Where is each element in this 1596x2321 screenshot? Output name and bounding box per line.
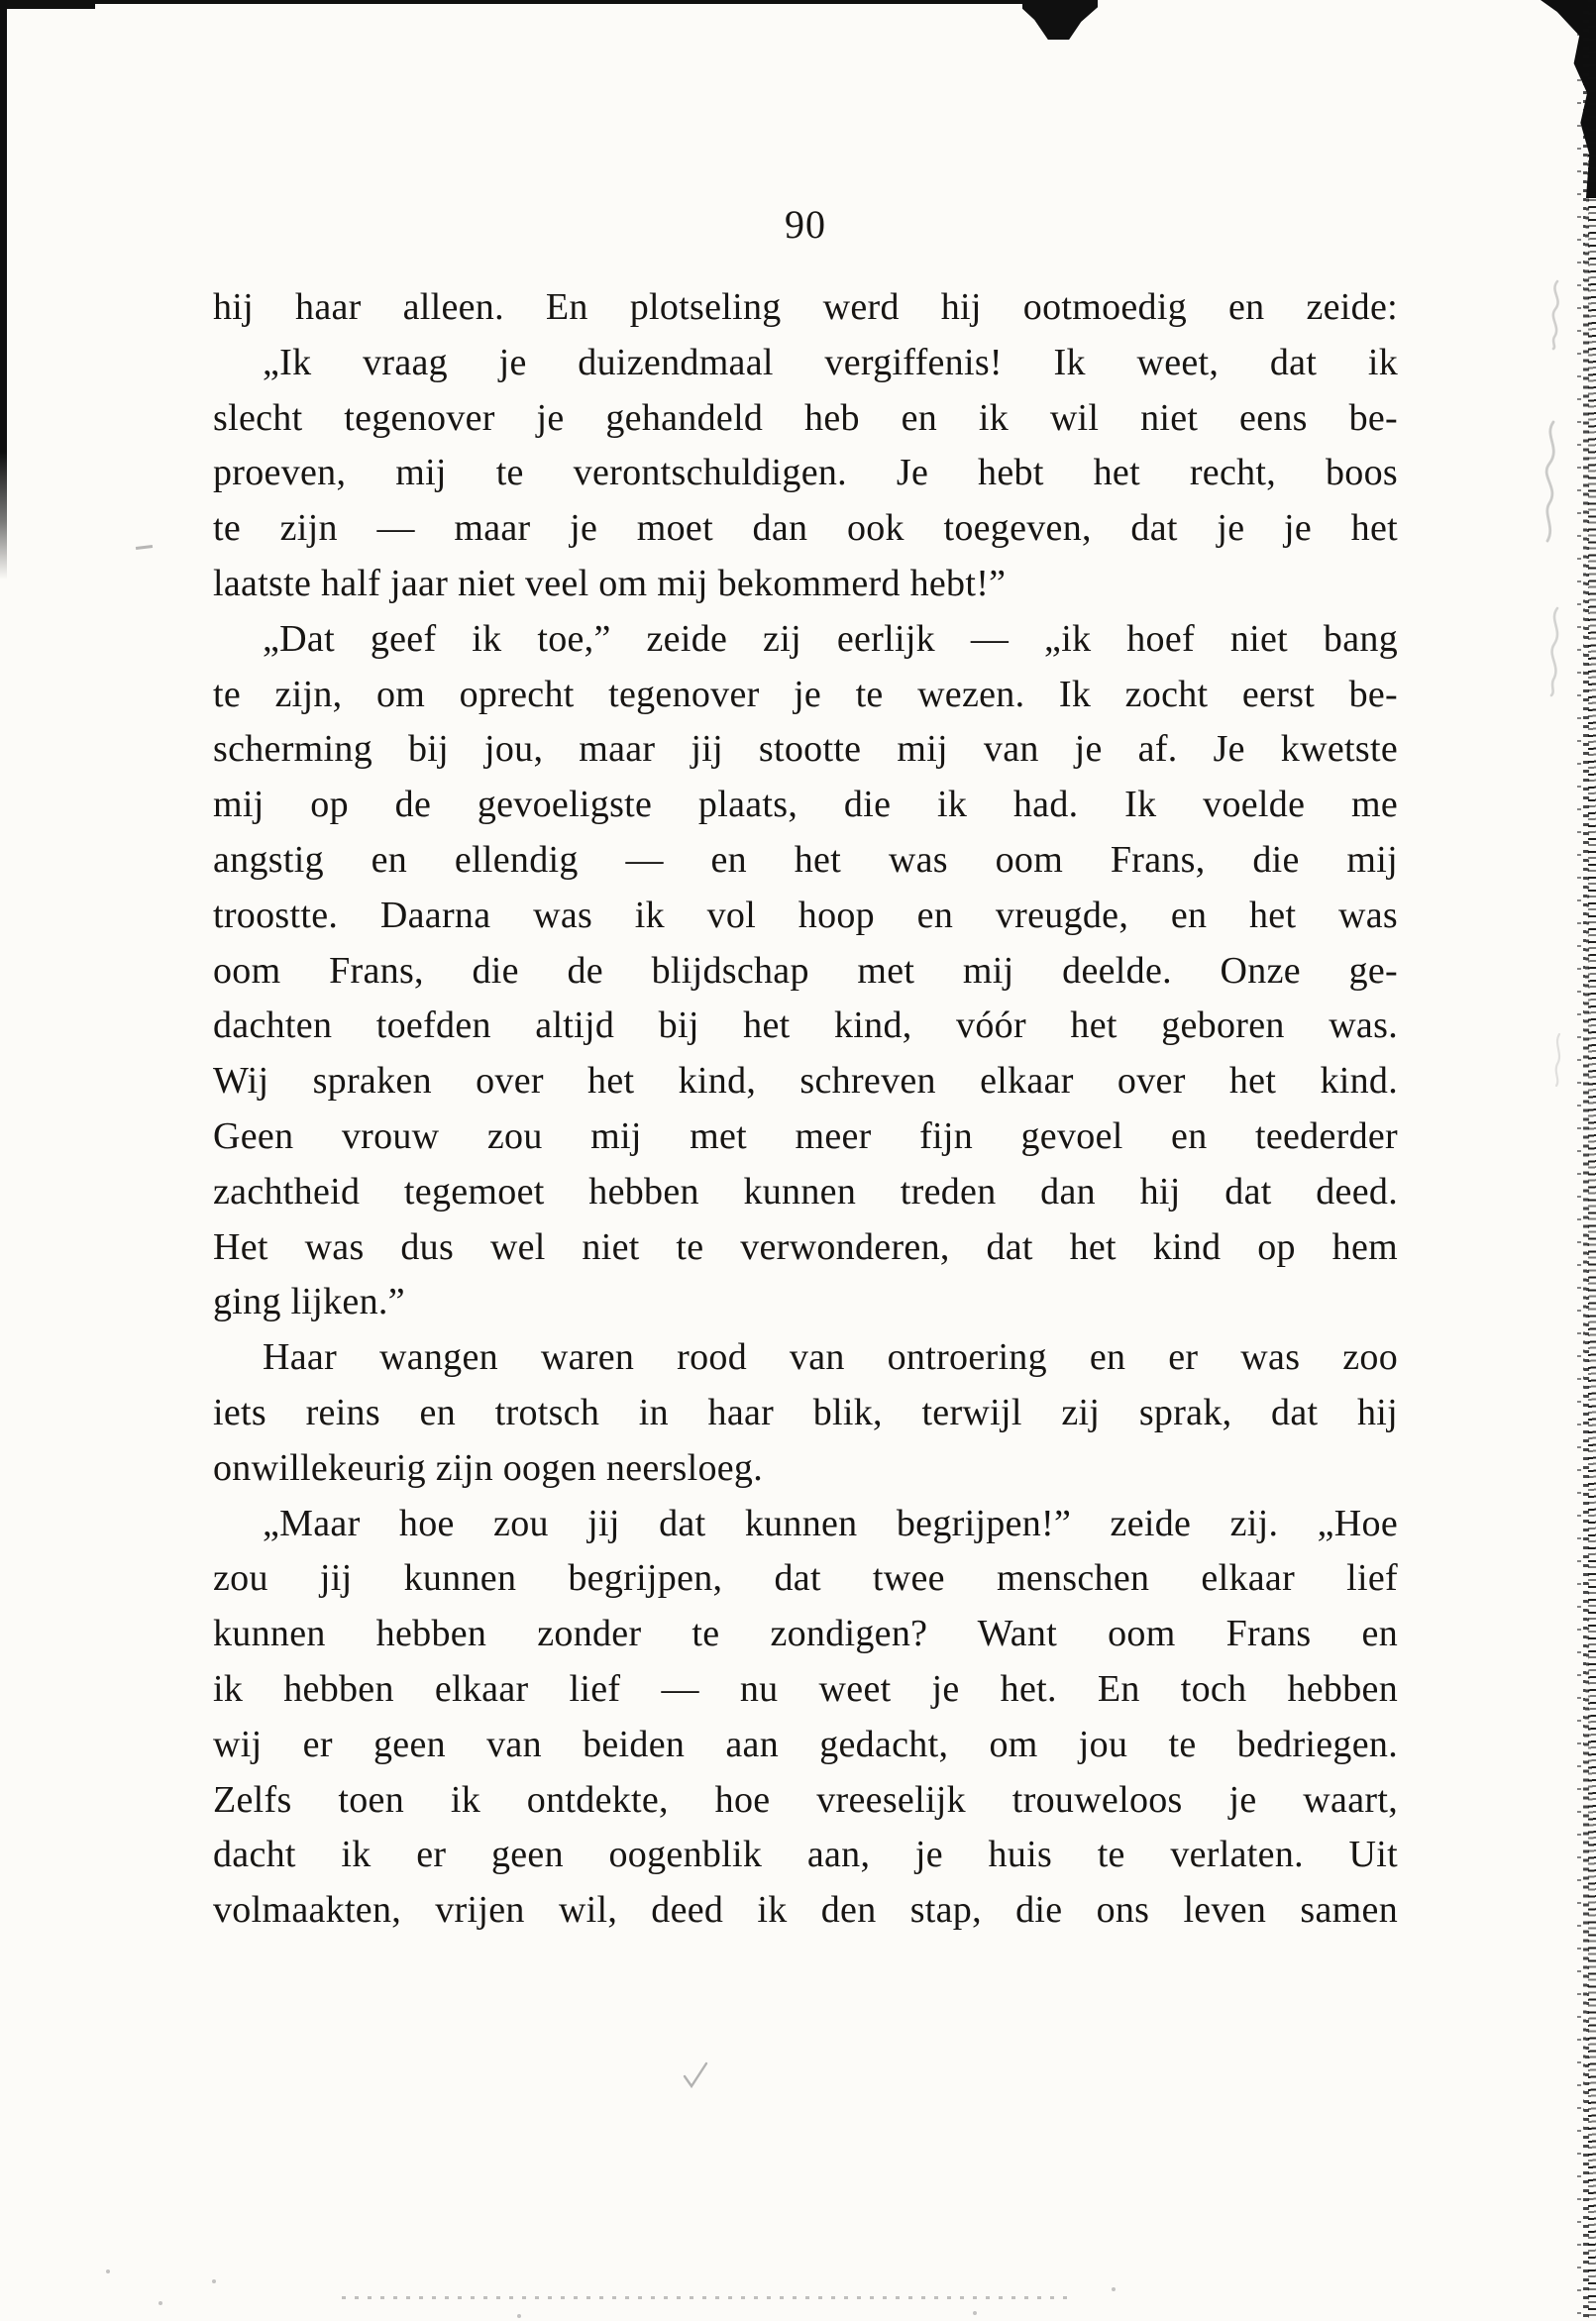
scan-speck [106,2269,110,2273]
text-line: iets reins en trotsch in haar blik, terwijl zij sprak, dat hij [213,1391,1398,1433]
scan-speck [973,2311,977,2315]
scan-speck [159,2301,162,2305]
text-line: proeven, mij te verontschuldigen. Je hebt het recht, boos [213,452,1398,494]
page-number: 90 [785,202,826,247]
text-line: Het was dus wel niet te verwonderen, dat het kind op hem [213,1225,1398,1268]
scan-artifact-left-edge [0,0,7,580]
text-line: kunnen hebben zonder te zondigen? Want oom Frans en [213,1613,1398,1655]
text-line: zou jij kunnen begrijpen, dat twee menschen elkaar lief [213,1557,1398,1600]
text-line: „Maar hoe zou jij dat kunnen begrijpen!” zeide zij. „Hoe [263,1502,1398,1544]
text-line: laatste half jaar niet veel om mij bekommerd hebt!” [213,562,1007,604]
text-line: hij haar alleen. En plotseling werd hij ootmoedig en zeide: [213,286,1398,328]
scan-artifact-right-edge-noise [1574,0,1596,2321]
text-line: te zijn — maar je moet dan ook toegeven, dat je je het [213,507,1398,550]
margin-dash-mark [136,545,153,550]
text-line: onwillekeurig zijn oogen neersloeg. [213,1446,764,1489]
text-line: troostte. Daarna was ik vol hoop en vreugde, en het was [213,894,1398,936]
text-line: slecht tegenover je gehandeld heb en ik wil niet eens be- [213,396,1398,439]
pencil-tick-mark [682,2060,709,2090]
text-line: volmaakten, vrijen wil, deed ik den stap, die ons leven samen [213,1889,1398,1932]
text-line: oom Frans, die de blijdschap met mij deelde. Onze ge- [213,949,1398,992]
scan-artifact-top-blotch [1022,0,1098,40]
scan-artifact-top-left-edge [0,0,95,9]
text-line: „Dat geef ik toe,” zeide zij eerlijk — „ik hoef niet bang [263,617,1398,660]
scan-speckle-line [342,2296,1075,2299]
text-line: ik hebben elkaar lief — nu weet je het. En toch hebben [213,1667,1398,1710]
page-text-block [213,280,1398,1939]
text-line: zachtheid tegemoet hebben kunnen treden dan hij dat deed. [213,1170,1398,1213]
scan-speck [517,2314,521,2318]
pencil-squiggle-mark [1536,420,1567,543]
text-line: dachten toefden altijd bij het kind, vóór het geboren was. [213,1004,1398,1047]
text-line: mij op de gevoeligste plaats, die ik had. Ik voelde me [213,784,1398,826]
scan-speck [1112,2287,1116,2291]
text-line: „Ik vraag je duizendmaal vergiffenis! Ik weet, dat ik [263,341,1398,383]
text-line: scherming bij jou, maar jij stootte mij van je af. Je kwetste [213,728,1398,771]
text-line: dacht ik er geen oogenblik aan, je huis te verlaten. Uit [213,1834,1398,1876]
text-line: wij er geen van beiden aan gedacht, om jou te bedriegen. [213,1723,1398,1765]
text-line: te zijn, om oprecht tegenover je te wezen. Ik zocht eerst be- [213,673,1398,715]
text-line: angstig en ellendig — en het was oom Frans, die mij [213,838,1398,881]
scan-artifact-top-edge [0,0,1098,4]
text-line: ging lijken.” [213,1281,405,1323]
pencil-squiggle-mark [1543,279,1569,351]
scan-speck [212,2279,216,2283]
pencil-squiggle-mark [1542,606,1569,697]
text-line: Geen vrouw zou mij met meer fijn gevoel en teederder [213,1114,1398,1157]
pencil-squiggle-mark [1547,1032,1567,1088]
text-line: Zelfs toen ik ontdekte, hoe vreeselijk trouweloos je waart, [213,1778,1398,1821]
text-line: Haar wangen waren rood van ontroering en er was zoo [263,1336,1398,1379]
text-line: Wij spraken over het kind, schreven elkaar over het kind. [213,1060,1398,1103]
